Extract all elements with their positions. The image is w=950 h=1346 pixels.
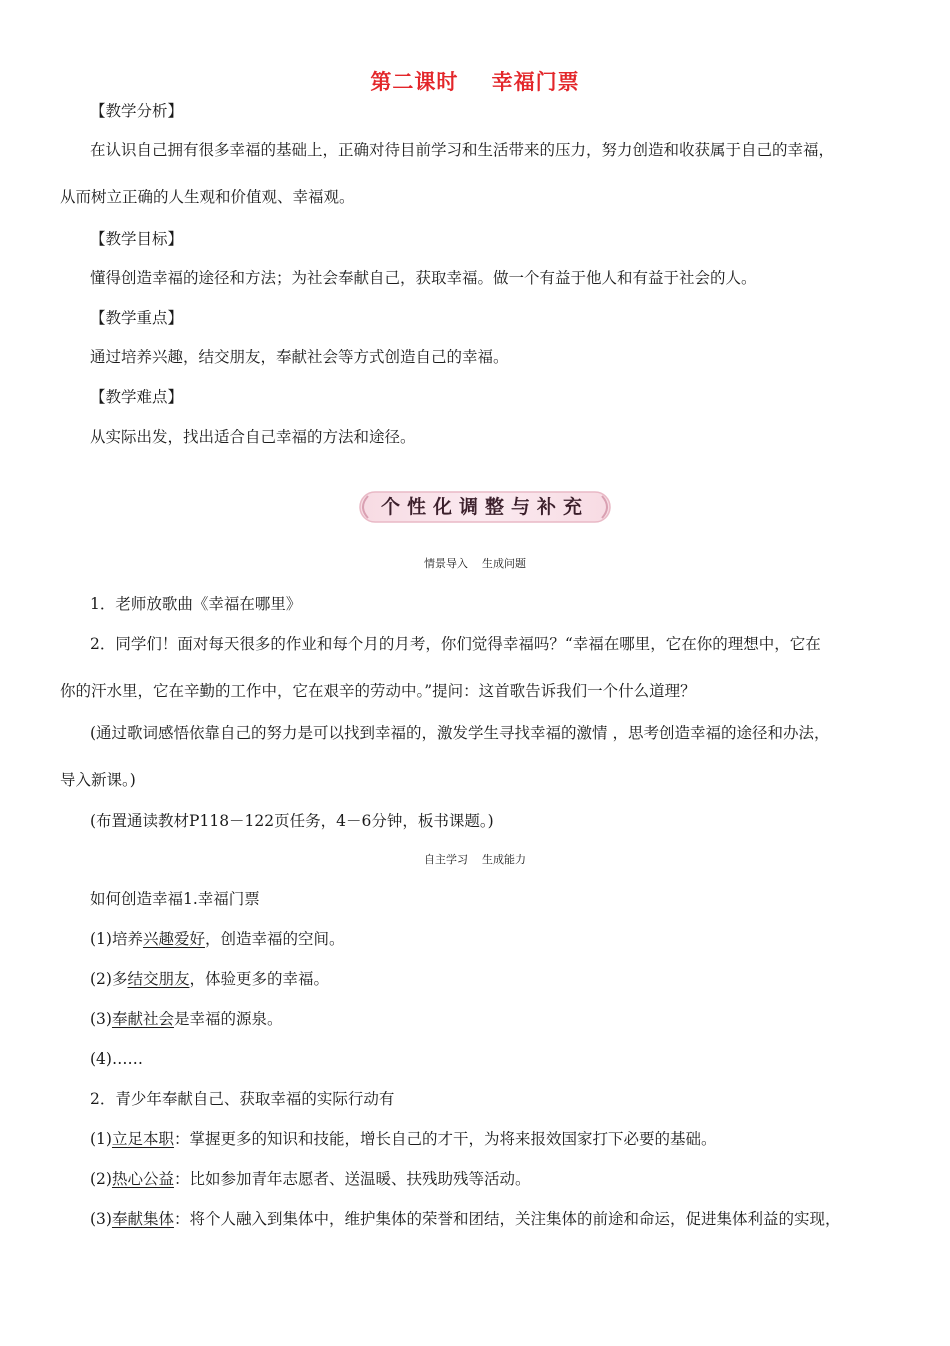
difficulty-heading: 【教学难点】 (90, 388, 184, 406)
analysis-line-1: 在认识自己拥有很多幸福的基础上，正确对待目前学习和生活带来的压力，努力创造和收获属于自己的幸福， (90, 141, 835, 159)
goal-heading: 【教学目标】 (90, 230, 184, 248)
goal-text: 懂得创造幸福的途径和方法；为社会奉献自己，获取幸福。做一个有益于他人和有益于社会的人。 (90, 269, 757, 287)
self-study-intro: 如何创造幸福1.幸福门票 (90, 890, 260, 908)
intro-note-1-line-1: (通过歌词感悟依靠自己的努力是可以找到幸福的，激发学生寻找幸福的激情 ，思考创造幸福的途径和办法， (90, 724, 830, 742)
action-prefix: (3) (90, 1210, 112, 1228)
point-prefix: (2)多 (90, 970, 128, 988)
action-keyword: 热心公益 (111, 1170, 174, 1188)
point-keyword: 结交朋友 (127, 970, 190, 988)
point-text: ，创造幸福的空间。 (204, 930, 345, 948)
action-item-2 (90, 1168, 531, 1190)
action-prefix: (1) (90, 1130, 112, 1148)
action-item-1 (90, 1128, 717, 1150)
action-heading: 2．青少年奉献自己、获取幸福的实际行动有 (90, 1090, 395, 1108)
point-prefix: (3) (90, 1010, 112, 1028)
action-text: ：将个人融入到集体中，维护集体的荣誉和团结，关注集体的前途和命运，促进集体利益的实现， (173, 1210, 841, 1228)
happiness-point-1 (90, 928, 345, 950)
analysis-line-2: 从而树立正确的人生观和价值观、幸福观。 (60, 188, 355, 206)
difficulty-text: 从实际出发，找出适合自己幸福的方法和途径。 (90, 428, 416, 446)
action-keyword: 奉献集体 (111, 1210, 174, 1228)
key-text: 通过培养兴趣，结交朋友，奉献社会等方式创造自己的幸福。 (90, 348, 509, 366)
action-prefix: (2) (90, 1170, 112, 1188)
point-prefix: (1)培养 (90, 930, 143, 948)
happiness-point-4: (4)…… (90, 1050, 143, 1068)
happiness-point-2 (90, 968, 329, 990)
point-keyword: 奉献社会 (111, 1010, 174, 1028)
banner-label: 个性化调整与补充 (380, 496, 589, 518)
adjustment-banner (354, 488, 616, 526)
intro-item-2-line-1: 2．同学们！面对每天很多的作业和每个月的月考，你们觉得幸福吗？“幸福在哪里，它在你的理想中，它在 (90, 635, 821, 653)
action-item-3 (90, 1208, 841, 1230)
key-heading: 【教学重点】 (90, 309, 184, 327)
analysis-heading: 【教学分析】 (90, 102, 184, 120)
intro-note-1-line-2: 导入新课。) (60, 771, 136, 789)
happiness-point-3 (90, 1008, 283, 1030)
point-text: ，体验更多的幸福。 (189, 970, 329, 988)
action-keyword: 立足本职 (111, 1130, 174, 1148)
intro-item-1: 1．老师放歌曲《幸福在哪里》 (90, 595, 302, 613)
action-text: ：掌握更多的知识和技能，增长自己的才干，为将来报效国家打下必要的基础。 (173, 1130, 717, 1148)
intro-item-2-line-2: 你的汗水里，它在辛勤的工作中，它在艰辛的劳动中。”提问：这首歌告诉我们一个什么道理？ (60, 682, 696, 700)
section-heading-self-study: 自主学习 生成能力 (424, 853, 526, 866)
section-heading-intro: 情景导入 生成问题 (424, 557, 526, 570)
point-keyword: 兴趣爱好 (142, 930, 205, 948)
point-text: 是幸福的源泉。 (173, 1010, 283, 1028)
action-text: ：比如参加青年志愿者、送温暖、扶残助残等活动。 (173, 1170, 531, 1188)
intro-note-2: (布置通读教材P118－122页任务，4－6分钟，板书课题。) (90, 812, 494, 830)
page-title: 第二课时 幸福门票 (370, 70, 580, 94)
